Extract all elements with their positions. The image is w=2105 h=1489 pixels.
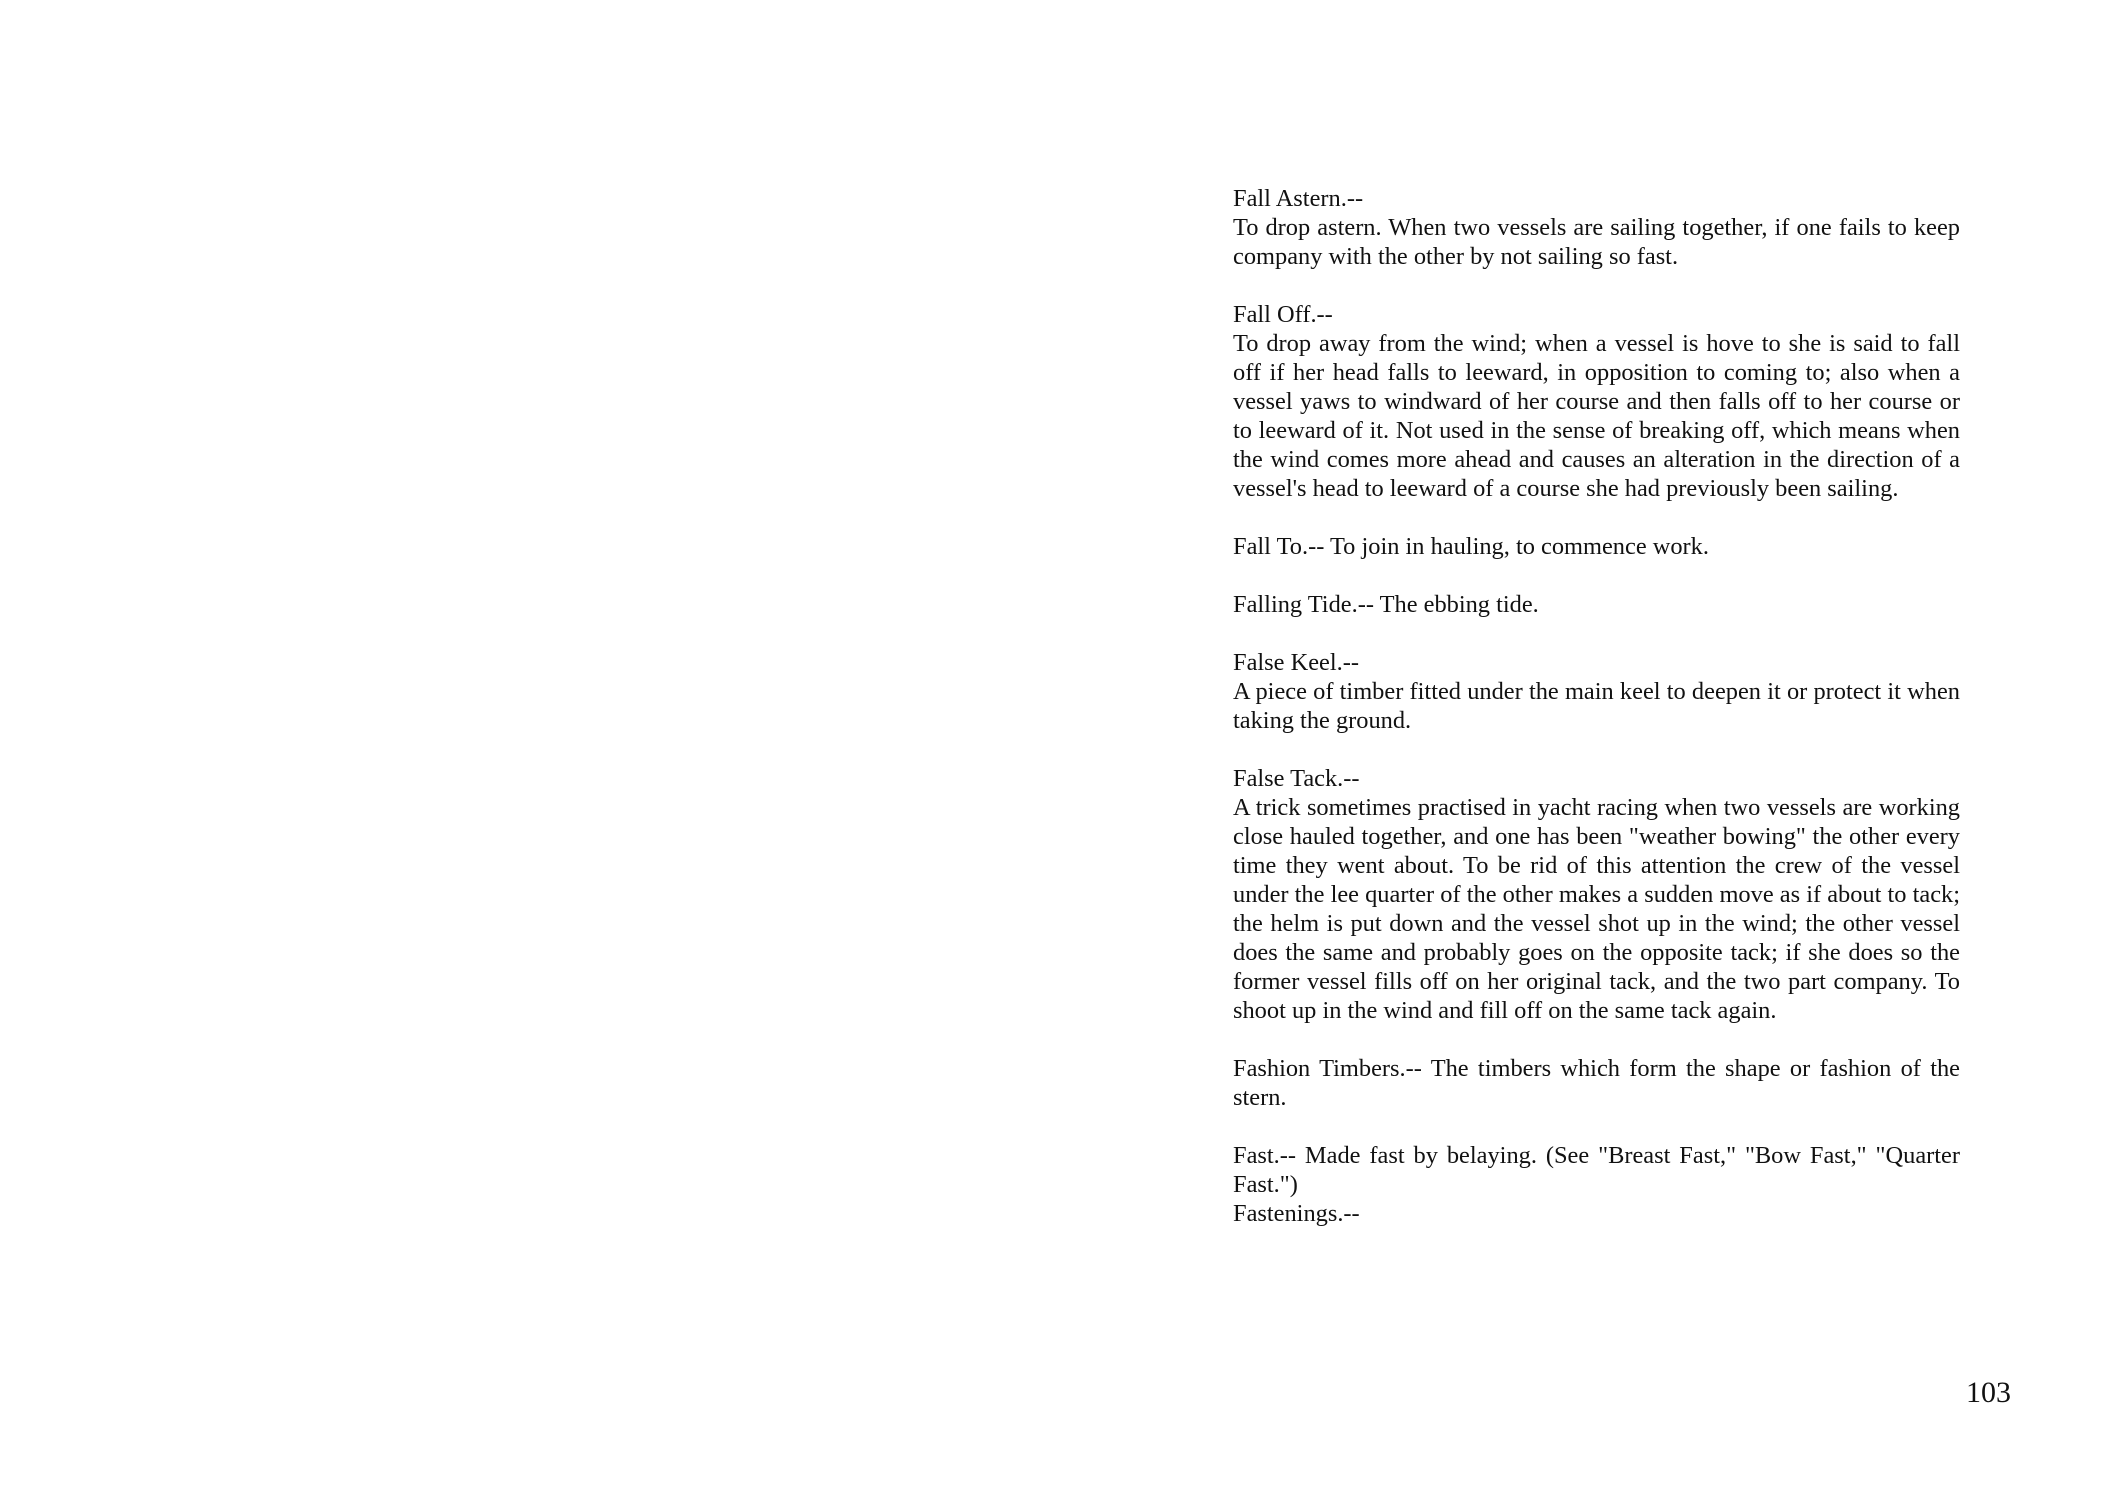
entry-definition: A trick sometimes practised in yacht racing when two vessels are working close hauled together, and one has been "weather bowing" the other every time they went about. To be rid of this attention the crew of the vessel under the lee quarter of the other makes a sudden move as if about to tack; the helm is put down and the vessel shot up in the wind; the other vessel does the same and probably goes on the opposite tack; if she does so the former vessel fills off on her original tack, and the two part company. To shoot up in the wind and fill off on the same tack again. [1233, 794, 1960, 1024]
entry-term: Fall Astern.-- [1233, 185, 1364, 212]
left-page-blank [0, 0, 1052, 1489]
entry-fall-astern [1233, 184, 1960, 271]
entry-fastenings [1233, 1199, 1960, 1228]
entry-false-keel [1233, 648, 1960, 735]
glossary-column [1233, 184, 1960, 1228]
right-page [1052, 0, 2105, 1489]
entry-false-tack [1233, 764, 1960, 1025]
entry-term: False Tack.-- [1233, 765, 1360, 792]
page-number: 103 [1966, 1376, 2011, 1409]
entry-falling-tide: Falling Tide.-- The ebbing tide. [1233, 591, 1539, 618]
entry-fashion-timbers: Fashion Timbers.-- The timbers which form the shape or fashion of the stern. [1233, 1055, 1960, 1111]
entry-term: False Keel.-- [1233, 649, 1359, 676]
entry-term: Fall Off.-- [1233, 301, 1333, 328]
entry-fast: Fast.-- Made fast by belaying. (See "Breast Fast," "Bow Fast," "Quarter Fast.") [1233, 1142, 1960, 1198]
entry-definition: To drop away from the wind; when a vessel is hove to she is said to fall off if her head falls to leeward, in opposition to coming to; also when a vessel yaws to windward of her course and then falls off to her course or to leeward of it. Not used in the sense of breaking off, which means when the wind comes more ahead and causes an alteration in the direction of a vessel's head to leeward of a course she had previously been sailing. [1233, 330, 1960, 502]
entry-fall-to: Fall To.-- To join in hauling, to commence work. [1233, 533, 1709, 560]
entry-definition: A piece of timber fitted under the main keel to deepen it or protect it when taking the ground. [1233, 678, 1960, 734]
entry-fall-off [1233, 300, 1960, 503]
entry-term: Fastenings.-- [1233, 1200, 1360, 1227]
entry-definition: To drop astern. When two vessels are sailing together, if one fails to keep company with the other by not sailing so fast. [1233, 214, 1960, 270]
